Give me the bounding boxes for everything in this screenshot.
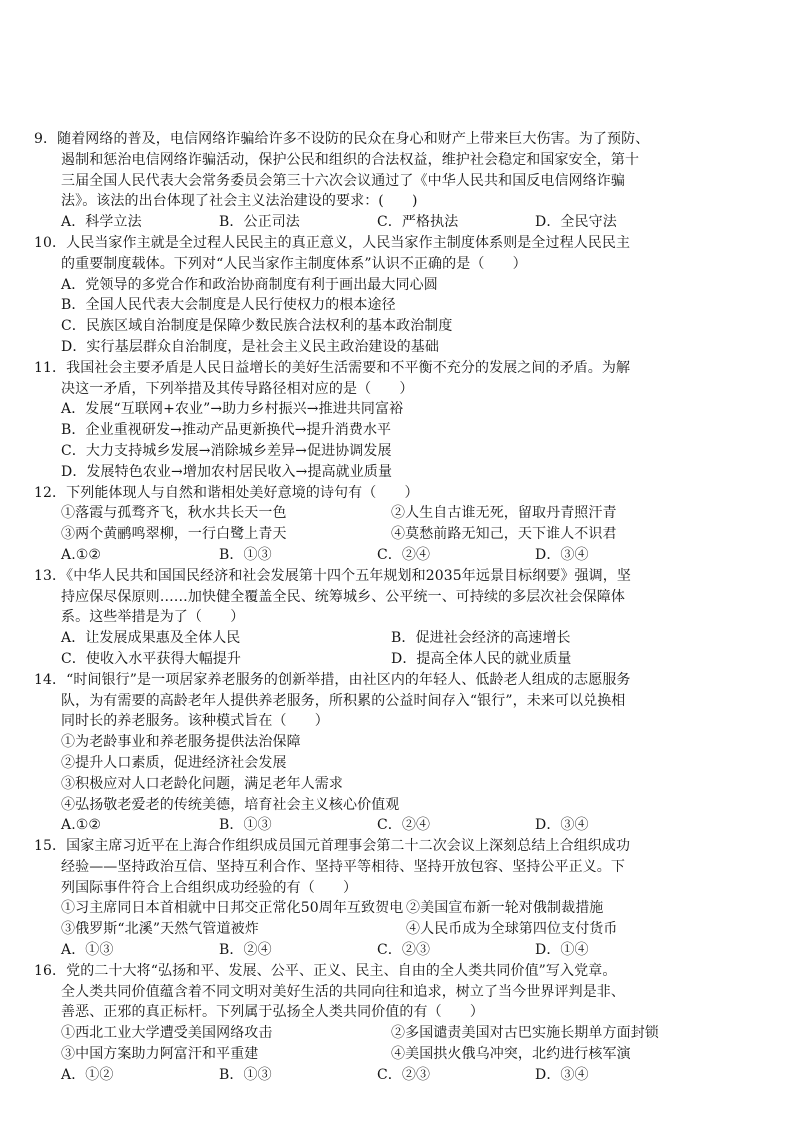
statement-row [34, 524, 752, 545]
option-c[interactable]: C．大力支持城乡发展→消除城乡差异→促进协调发展 [61, 442, 392, 459]
option-c[interactable]: C．②③ [377, 942, 431, 959]
question-stem: 善恶、正邪的真正标杆。下列属于弘扬全人类共同价值的有（ ） [61, 1004, 484, 1021]
question-16 [34, 961, 752, 1086]
option-d[interactable]: D．①④ [535, 942, 589, 959]
statement-1: ①西北工业大学遭受美国网络攻击 [61, 1025, 273, 1042]
question-9 [34, 129, 752, 233]
option-d[interactable]: D．全民守法 [535, 214, 617, 231]
question-stem: 的重要制度载体。下列对“人民当家作主制度体系”认识不正确的是（ ） [61, 255, 527, 272]
option-c[interactable]: C．②③ [377, 1066, 431, 1083]
statement-3: ③俄罗斯“北溪”天然气管道被炸 [61, 921, 259, 938]
answer-options [34, 815, 752, 836]
question-13 [34, 566, 752, 670]
option-d[interactable]: D．③④ [535, 817, 589, 834]
question-stem: 遏制和惩治电信网络诈骗活动，保护公民和组织的合法权益，维护社会稳定和国家安全，第十 [61, 151, 640, 168]
option-a[interactable]: A．发展“互联网+农业”→助力乡村振兴→推进共同富裕 [61, 401, 404, 418]
statement-4: ④美国拱火俄乌冲突，北约进行核军演 [391, 1046, 631, 1063]
answer-options [34, 212, 752, 233]
option-d[interactable]: D．③④ [535, 1066, 589, 1083]
question-14 [34, 670, 752, 836]
option-d[interactable]: D．③④ [535, 546, 589, 563]
option-b[interactable]: B．促进社会经济的高速增长 [391, 630, 571, 647]
option-c[interactable]: C．民族区域自治制度是保障少数民族合法权利的基本政治制度 [61, 318, 453, 335]
option-c[interactable]: C．②④ [377, 817, 431, 834]
statement-4: ④人民币成为全球第四位支付货币 [406, 921, 618, 938]
statement-2: ②多国谴责美国对古巴实施长期单方面封锁 [391, 1025, 659, 1042]
question-stem: 11．我国社会主要矛盾是人民日益增长的美好生活需要和不平衡不充分的发展之间的矛盾。为解 [34, 359, 631, 376]
question-stem: 15．国家主席习近平在上海合作组织成员国元首理事会第二十二次会议上深刻总结上合组织成功 [34, 838, 631, 855]
answer-options [34, 1065, 752, 1086]
option-d[interactable]: D．实行基层群众自治制度，是社会主义民主政治建设的基础 [61, 338, 439, 355]
answer-options [34, 628, 752, 649]
question-stem: 决这一矛盾，下列举措及其传导路径相对应的是（ ） [61, 380, 414, 397]
option-a[interactable]: A.①② [61, 817, 102, 834]
option-a[interactable]: A．党领导的多党合作和政治协商制度有利于画出最大同心圆 [61, 276, 438, 293]
statement-2: ②提升人口素质，促进经济社会发展 [61, 754, 287, 771]
option-a[interactable]: A．①② [61, 1066, 114, 1083]
question-stem: 12．下列能体现人与自然和谐相处美好意境的诗句有（ ） [34, 484, 419, 501]
option-b[interactable]: B．①③ [219, 546, 272, 563]
option-a[interactable]: A．科学立法 [61, 214, 142, 231]
option-b[interactable]: B．②④ [219, 942, 272, 959]
question-stem: 同时长的养老服务。该种模式旨在（ ） [61, 713, 329, 730]
option-b[interactable]: B．①③ [219, 1066, 272, 1083]
question-stem: 10．人民当家作主就是全过程人民民主的真正意义，人民当家作主制度体系则是全过程人民民主 [34, 234, 631, 251]
option-a[interactable]: A．①③ [61, 942, 114, 959]
statement-1: ①为老龄事业和养老服务提供法治保障 [61, 734, 301, 751]
statement-4: ④弘扬敬老爱老的传统美德，培育社会主义核心价值观 [61, 796, 400, 813]
statement-3: ③两个黄鹂鸣翠柳，一行白鹭上青天 [61, 526, 287, 543]
option-b[interactable]: B．公正司法 [219, 214, 300, 231]
question-15 [34, 836, 752, 961]
question-stem: 持应保尽保原则……加快健全覆盖全民、统筹城乡、公平统一、可持续的多层次社会保障体 [61, 588, 625, 605]
statement-row [34, 919, 752, 940]
question-stem: 法》。该法的出台体现了社会主义法治建设的要求：( ) [61, 193, 418, 210]
statement-1: ①习主席同日本首相就中日邦交正常化50周年互致贺电 [61, 900, 404, 917]
statement-row [34, 503, 752, 524]
question-10 [34, 233, 752, 358]
statement-2: ②人生自古谁无死，留取丹青照汗青 [391, 505, 617, 522]
answer-options [34, 940, 752, 961]
option-c[interactable]: C．严格执法 [377, 214, 459, 231]
option-a[interactable]: A．让发展成果惠及全体人民 [61, 630, 241, 647]
question-stem: 系。这些举措是为了（ ） [61, 609, 245, 626]
question-stem: 14．“时间银行”是一项居家养老服务的创新举措，由社区内的年轻人、低龄老人组成的志愿服务 [34, 671, 631, 688]
option-a[interactable]: A.①② [61, 546, 102, 563]
statement-3: ③积极应对人口老龄化问题，满足老年人需求 [61, 775, 343, 792]
statement-1: ①落霞与孤骛齐飞，秋水共长天一色 [61, 505, 287, 522]
question-sheet [34, 129, 752, 1086]
answer-options [34, 545, 752, 566]
question-11 [34, 358, 752, 483]
option-c[interactable]: C．使收入水平获得大幅提升 [61, 650, 242, 667]
question-stem: 16．党的二十大将“弘扬和平、发展、公平、正义、民主、自由的全人类共同价值”写入党章。 [34, 962, 617, 979]
option-b[interactable]: B．企业重视研发→推动产品更新换代→提升消费水平 [61, 422, 392, 439]
question-stem: 9．随着网络的普及，电信网络诈骗给许多不设防的民众在身心和财产上带来巨大伤害。为了预防、 [34, 131, 650, 147]
answer-options [34, 649, 752, 670]
question-stem: 三届全国人民代表大会常务委员会第三十六次会议通过了《中华人民共和国反电信网络诈骗 [61, 172, 625, 189]
question-12 [34, 483, 752, 566]
question-stem: 全人类共同价值蕴含着不同文明对美好生活的共同向往和追求，树立了当今世界评判是非、 [61, 983, 625, 1000]
option-d[interactable]: D．发展特色农业→增加农村居民收入→提高就业质量 [61, 463, 393, 480]
question-stem: 经验——坚持政治互信、坚持互利合作、坚持平等相待、坚持开放包容、坚持公平正义。下 [61, 858, 625, 875]
option-c[interactable]: C．②④ [377, 546, 431, 563]
option-b[interactable]: B．①③ [219, 817, 272, 834]
option-d[interactable]: D．提高全体人民的就业质量 [391, 650, 572, 667]
statement-row [34, 1023, 752, 1044]
statement-row [34, 1044, 752, 1065]
option-b[interactable]: B．全国人民代表大会制度是人民行使权力的根本途径 [61, 297, 396, 314]
statement-3: ③中国方案助力阿富汗和平重建 [61, 1046, 259, 1063]
question-stem: 13．《中华人民共和国国民经济和社会发展第十四个五年规划和2035年远景目标纲要》强调，坚 [34, 567, 631, 584]
statement-2: ②美国宣布新一轮对俄制裁措施 [406, 900, 604, 917]
question-stem: 队，为有需要的高龄老年人提供养老服务，所积累的公益时间存入“银行”，未来可以兑换相 [61, 692, 626, 709]
statement-4: ④莫愁前路无知己，天下谁人不识君 [391, 526, 617, 543]
statement-row [34, 898, 752, 919]
question-stem: 列国际事件符合上合组织成功经验的有（ ） [61, 879, 358, 896]
